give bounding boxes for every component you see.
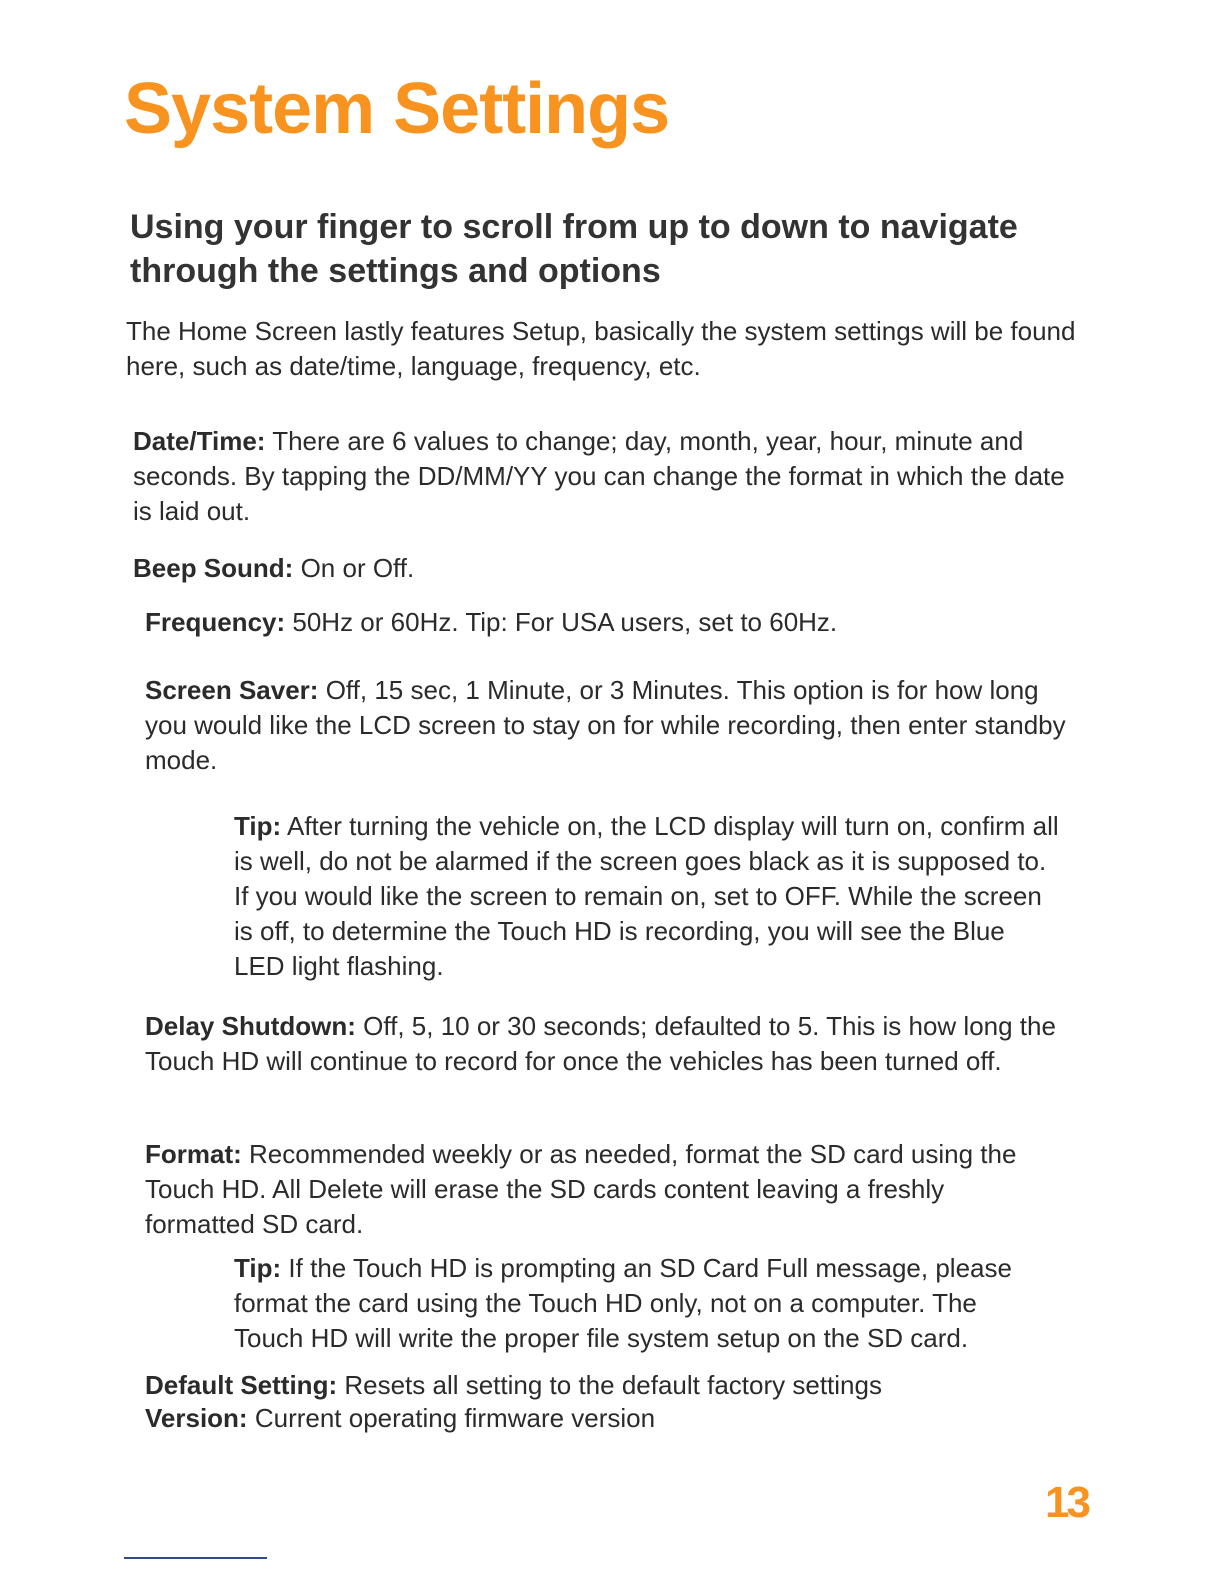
setting-description: Current operating firmware version (254, 1403, 656, 1433)
footer-divider (124, 1557, 267, 1559)
tip-text: If the Touch HD is prompting an SD Card Full message, please format the card using the Touch HD only, not on a computer. The Touch HD will write the proper file system setup on the SD card. (234, 1253, 1012, 1353)
setting-description: There are 6 values to change; day, month, year, hour, minute and seconds. By tapping the DD/MM/YY you can change the format in which the date is laid out. (133, 426, 1065, 526)
setting-description: Off, 5, 10 or 30 seconds; defaulted to 5. This is how long the Touch HD will continue to record for once the vehicles has been turned off. (145, 1011, 1056, 1076)
page-number: 13 (1045, 1478, 1088, 1527)
tip-label: Tip: (234, 1253, 282, 1283)
setting-default-setting (145, 1369, 1075, 1402)
screen-saver-tip (234, 809, 1060, 984)
setting-version (145, 1402, 1075, 1435)
setting-beep-sound (133, 551, 1073, 586)
setting-label: Delay Shutdown: (145, 1011, 356, 1041)
setting-label: Beep Sound: (133, 553, 294, 583)
section-subtitle: Using your finger to scroll from up to down to navigate through the settings and options (130, 208, 1018, 290)
tip-label: Tip: (234, 811, 282, 841)
setting-screen-saver (145, 673, 1075, 778)
setting-label: Screen Saver: (145, 675, 319, 705)
setting-description: 50Hz or 60Hz. Tip: For USA users, set to 60Hz. (292, 607, 838, 637)
format-tip (234, 1251, 1050, 1356)
setting-label: Version: (145, 1403, 248, 1433)
page-title: System Settings (124, 69, 670, 149)
setting-label: Default Setting: (145, 1370, 338, 1400)
setting-description: Resets all setting to the default factory settings (344, 1370, 882, 1400)
setting-description: Recommended weekly or as needed, format the SD card using the Touch HD. All Delete will erase the SD cards content leaving a freshly formatted SD card. (145, 1139, 1017, 1239)
setting-frequency (145, 605, 1075, 640)
tip-text: After turning the vehicle on, the LCD display will turn on, confirm all is well, do not be alarmed if the screen goes black as it is supposed to. If you would like the screen to remain on, set to OFF. While the screen is off, to determine the Touch HD is recording, you will see the Blue LED light flashing. (234, 811, 1059, 981)
setting-delay-shutdown (145, 1009, 1060, 1079)
setting-label: Format: (145, 1139, 242, 1169)
setting-description: On or Off. (300, 553, 415, 583)
intro-paragraph: The Home Screen lastly features Setup, basically the system settings will be found here, such as date/time, language, frequency, etc. (126, 316, 1076, 381)
setting-description: Off, 15 sec, 1 Minute, or 3 Minutes. This option is for how long you would like the LCD screen to stay on for while recording, then enter standby mode. (145, 675, 1066, 775)
setting-format (145, 1137, 1060, 1242)
setting-date-time (133, 424, 1073, 529)
setting-label: Date/Time: (133, 426, 266, 456)
setting-label: Frequency: (145, 607, 286, 637)
